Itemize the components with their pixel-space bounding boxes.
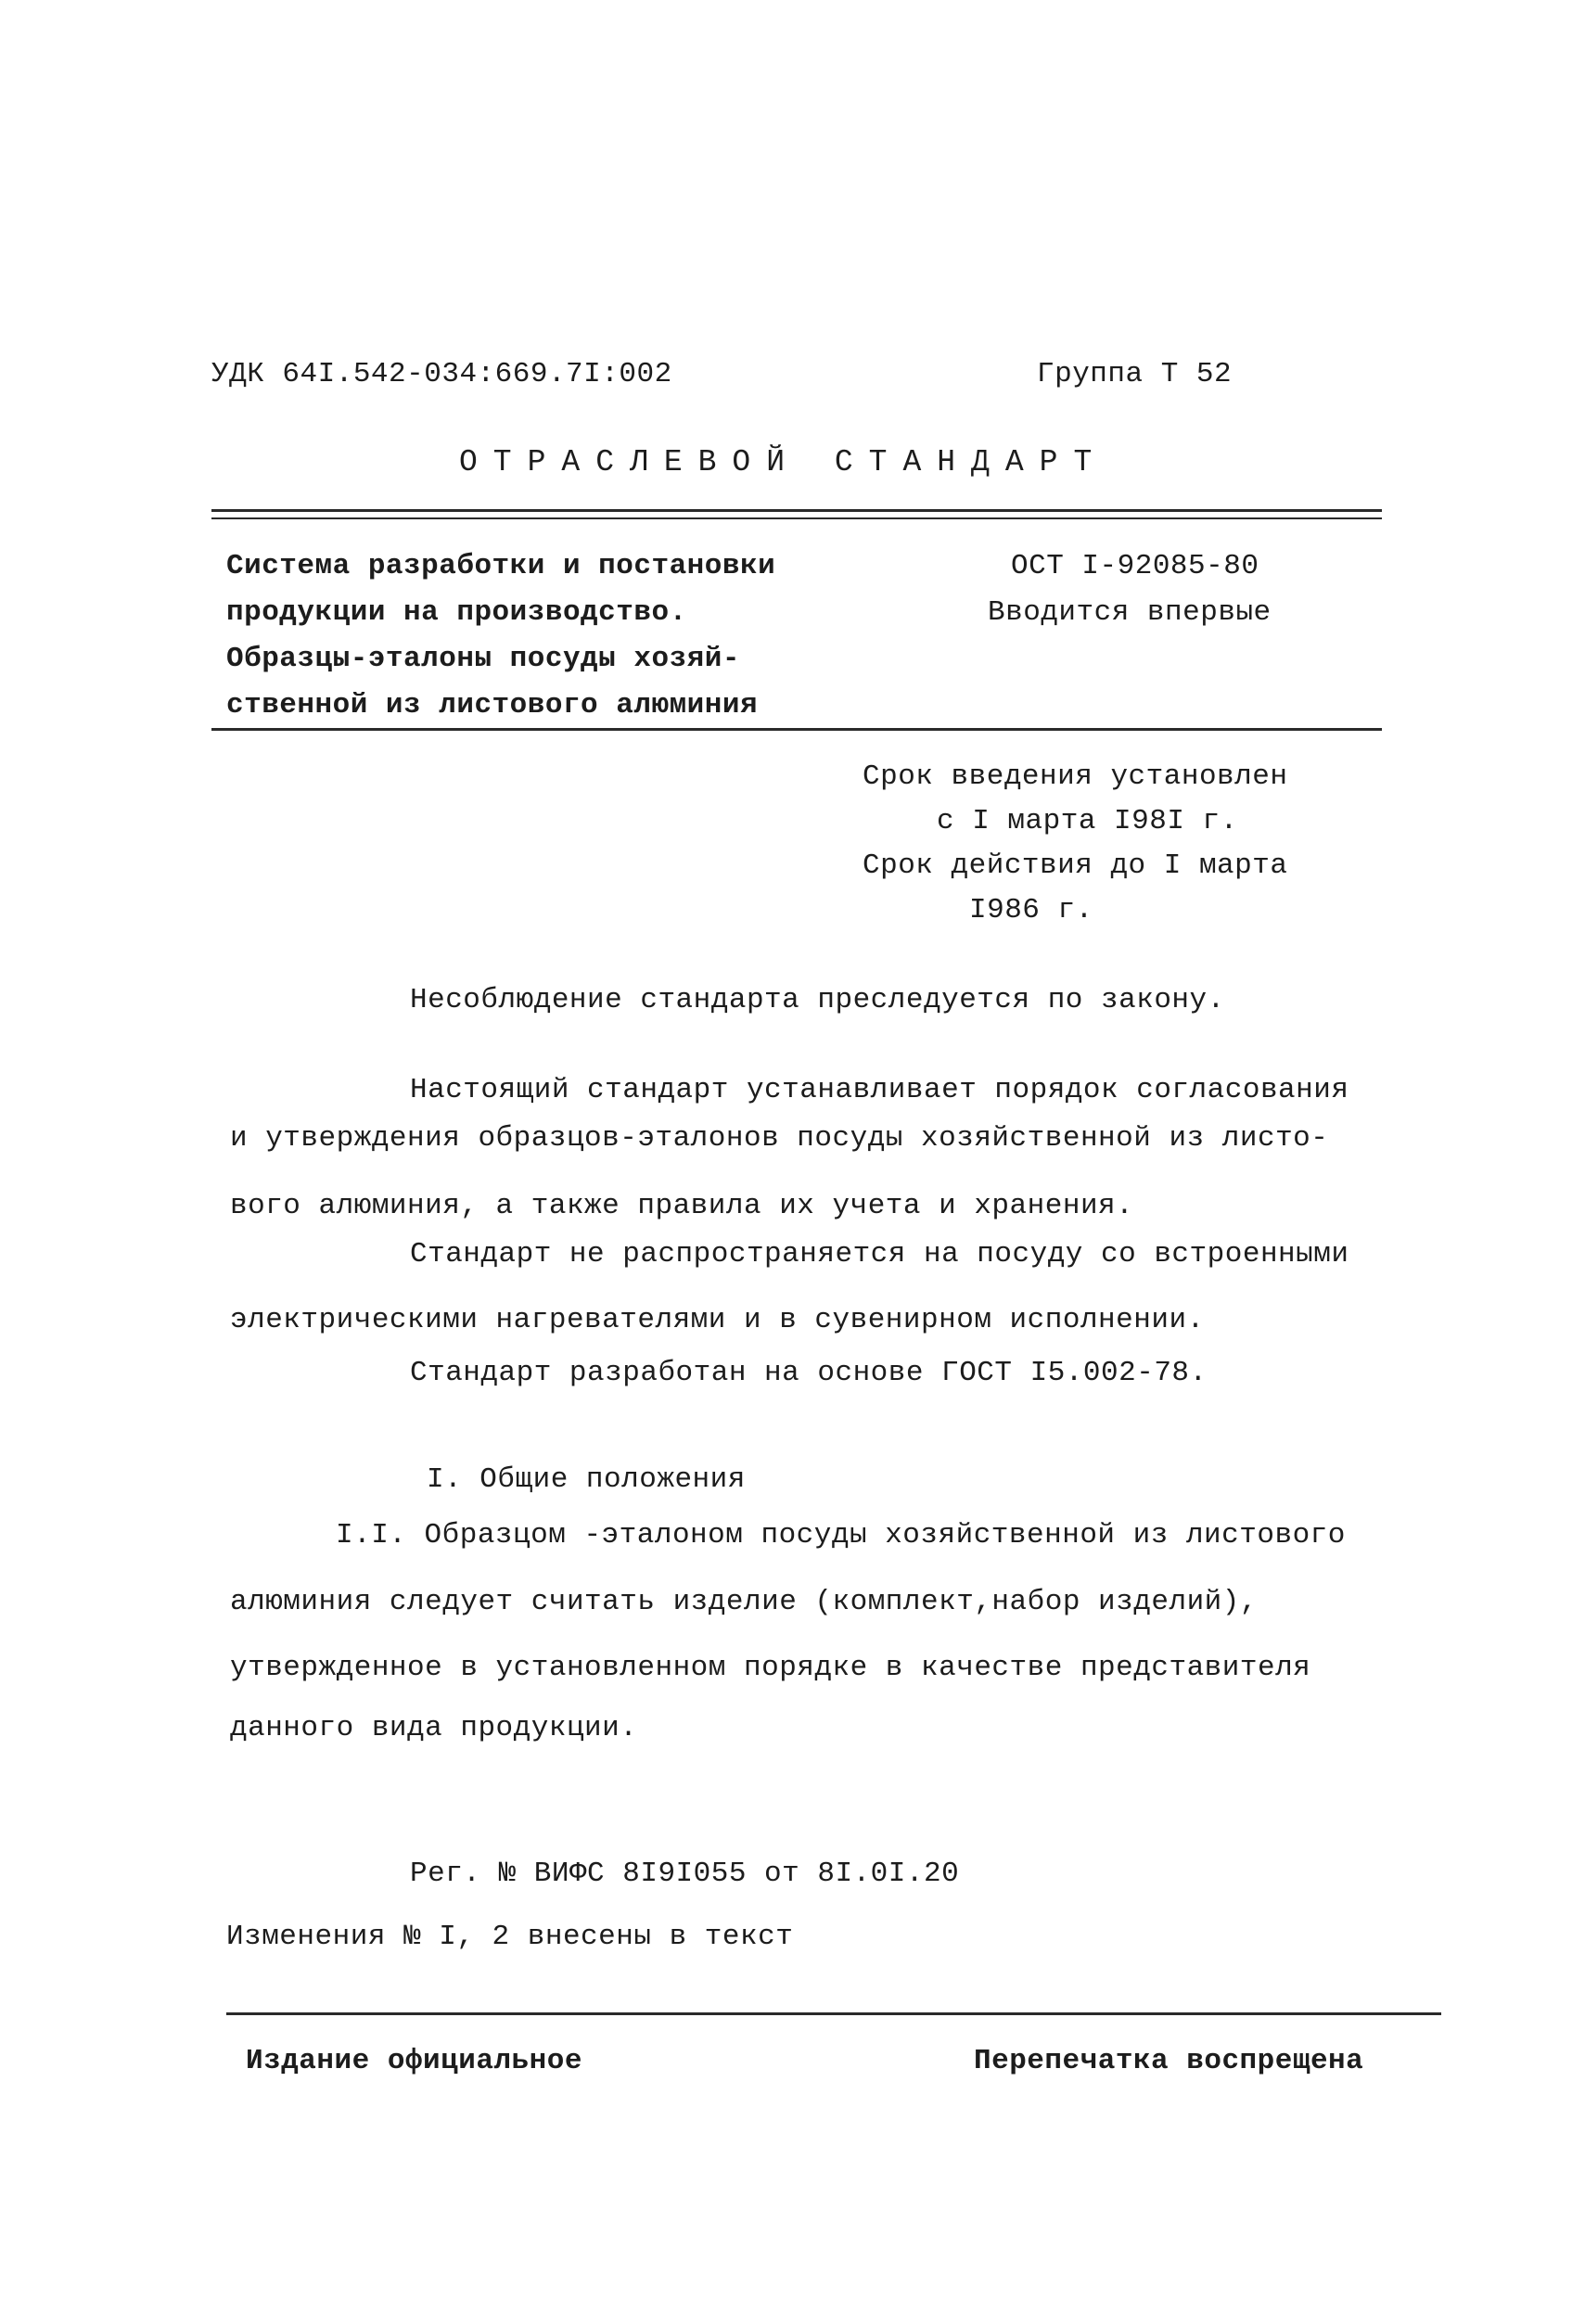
section-heading: I. Общие положения bbox=[427, 1463, 746, 1496]
date-line-4: I986 г. bbox=[969, 894, 1093, 926]
edition-label: Издание официальное bbox=[246, 2045, 582, 2077]
paragraph-2-line-1: Стандарт не распространяется на посуду со встроенными bbox=[410, 1238, 1349, 1271]
intro-note: Вводится впервые bbox=[988, 596, 1272, 629]
date-line-1: Срок введения установлен bbox=[863, 760, 1288, 793]
date-line-2: с I марта I98I г. bbox=[937, 805, 1238, 837]
section-line-2: алюминия следует считать изделие (комплект,набор изделий), bbox=[230, 1586, 1258, 1618]
title-line-1: Система разработки и постановки bbox=[226, 550, 776, 582]
udk-code: УДК 64I.542-034:669.7I:002 bbox=[211, 358, 672, 390]
reprint-notice: Перепечатка воспрещена bbox=[974, 2045, 1364, 2077]
footer-divider bbox=[226, 2012, 1441, 2015]
date-line-3: Срок действия до I марта bbox=[863, 849, 1288, 882]
section-line-4: данного вида продукции. bbox=[230, 1712, 638, 1744]
changes-note: Изменения № I, 2 внесены в текст bbox=[226, 1921, 794, 1953]
legal-warning: Несоблюдение стандарта преследуется по закону. bbox=[410, 984, 1225, 1016]
title-line-2: продукции на производство. bbox=[226, 596, 687, 629]
paragraph-1-line-2: и утверждения образцов-эталонов посуды хозяйственной из листо- bbox=[230, 1122, 1329, 1155]
paragraph-1-line-3: вого алюминия, а также правила их учета и хранения. bbox=[230, 1190, 1134, 1222]
top-divider bbox=[211, 509, 1382, 512]
group-code: Группа Т 52 bbox=[1037, 358, 1233, 390]
paragraph-3: Стандарт разработан на основе ГОСТ I5.002-78. bbox=[410, 1357, 1208, 1389]
section-line-1: I.I. Образцом -эталоном посуды хозяйственной из листового bbox=[336, 1519, 1346, 1551]
paragraph-1-line-1: Настоящий стандарт устанавливает порядок согласования bbox=[410, 1074, 1349, 1106]
registration-number: Рег. № ВИФС 8I9I055 от 8I.0I.20 bbox=[410, 1858, 960, 1890]
title-line-3: Образцы-эталоны посуды хозяй- bbox=[226, 643, 740, 675]
standard-type-heading: ОТРАСЛЕВОЙ СТАНДАРТ bbox=[459, 445, 1108, 479]
title-divider bbox=[211, 728, 1382, 731]
top-divider-secondary bbox=[211, 517, 1382, 519]
paragraph-2-line-2: электрическими нагревателями и в сувенирном исполнении. bbox=[230, 1304, 1205, 1336]
section-line-3: утвержденное в установленном порядке в качестве представителя bbox=[230, 1652, 1311, 1684]
standard-code: ОСТ I-92085-80 bbox=[1011, 550, 1259, 582]
title-line-4: ственной из листового алюминия bbox=[226, 689, 759, 721]
